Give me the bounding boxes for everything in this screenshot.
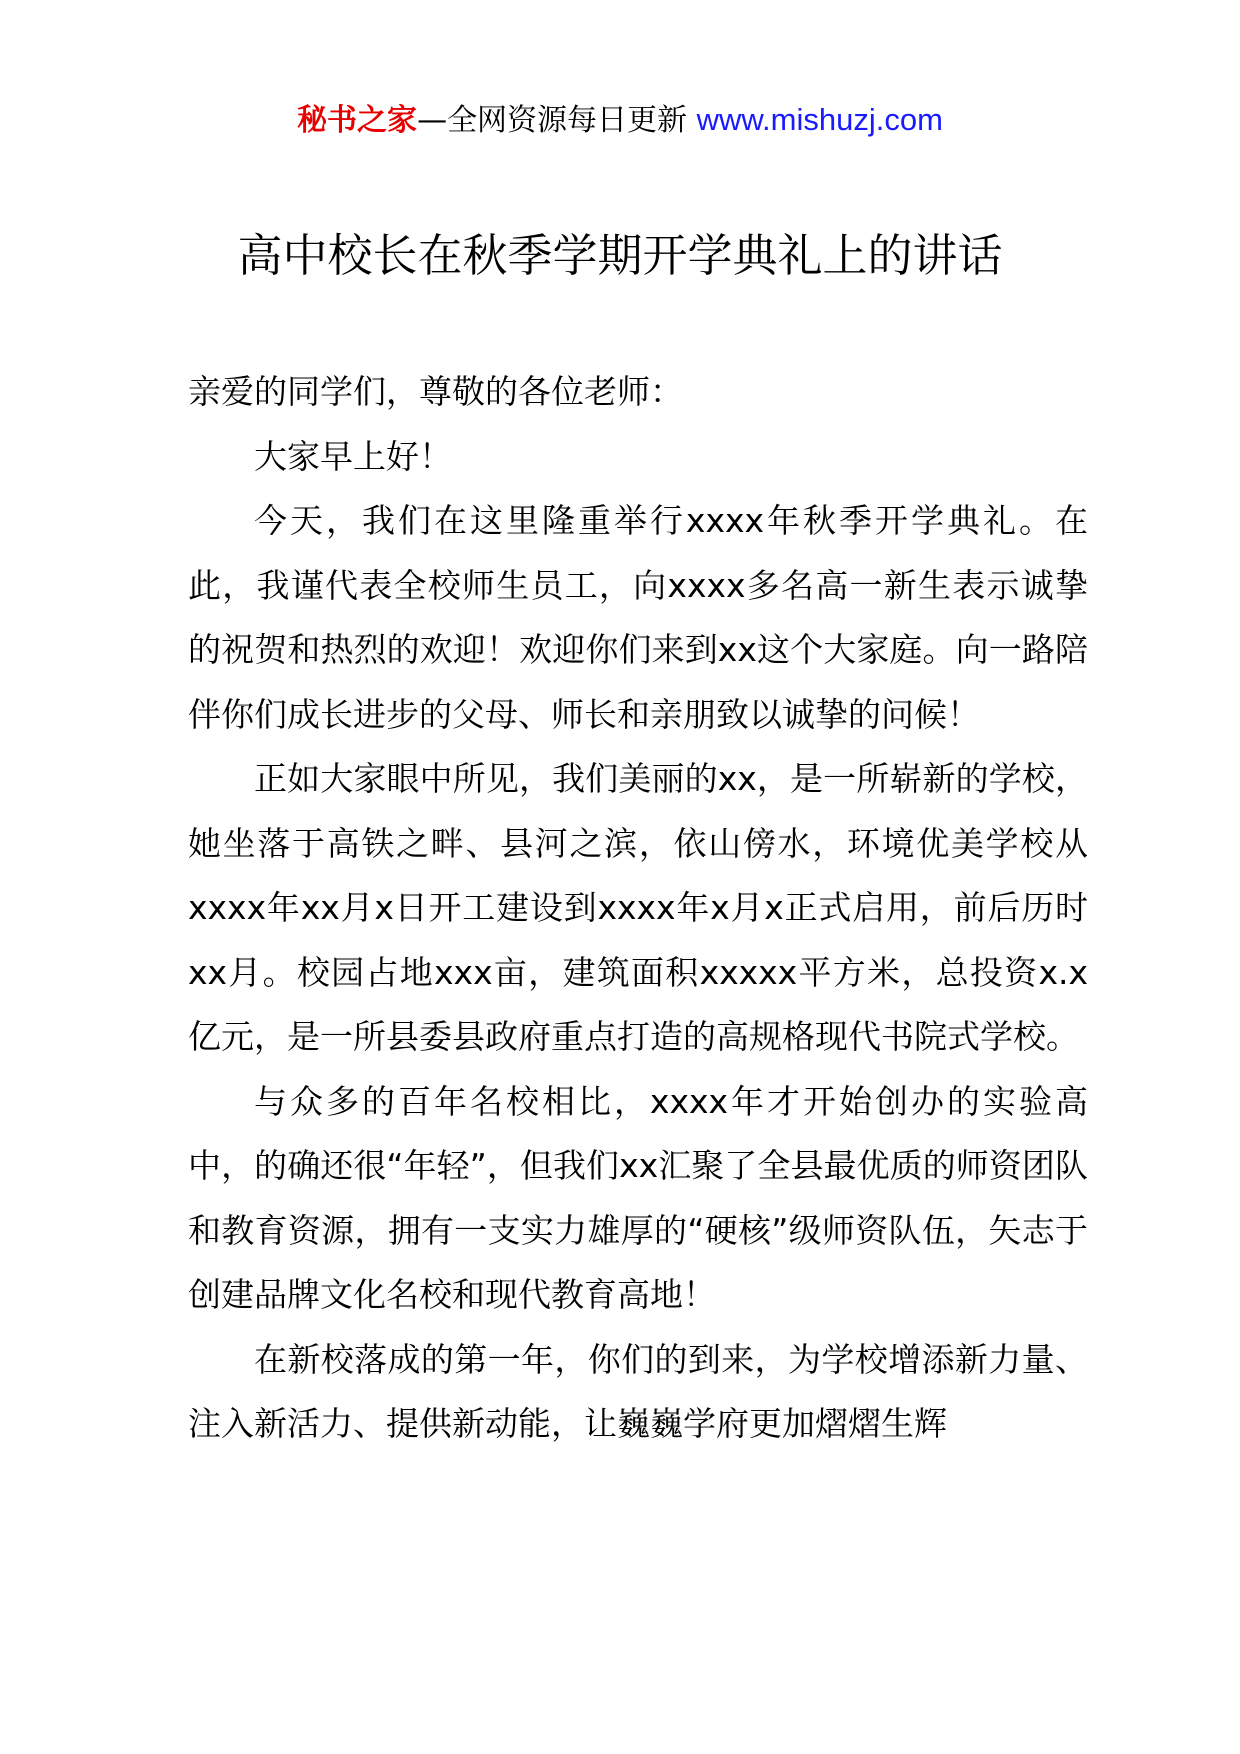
paragraph: 正如大家眼中所见，我们美丽的xx，是一所崭新的学校，她坐落于高铁之畔、县河之滨，依山傍水，环境优美学校从xxxx年xx月x日开工建设到xxxx年x月x正式启用，前后历时xx月。校园占地xxx亩，建筑面积xxxxx平方米，总投资x.x亿元，是一所县委县政府重点打造的高规格现代书院式学校。 <box>188 759 1088 1056</box>
document-title: 高中校长在秋季学期开学典礼上的讲话 <box>237 229 1003 282</box>
salutation: 亲爱的同学们，尊敬的各位老师： <box>188 372 683 411</box>
site-header <box>0 100 1240 141</box>
document-body <box>188 360 1088 1457</box>
paragraph: 与众多的百年名校相比，xxxx年才开始创办的实验高中，的确还很“年轻”，但我们xx汇聚了全县最优质的师资团队和教育资源，拥有一支实力雄厚的“硬核”级师资队伍，矢志于创建品牌文化名校和现代教育高地！ <box>188 1081 1088 1314</box>
site-url-link[interactable]: www.mishuzj.com <box>696 102 943 137</box>
paragraph: 在新校落成的第一年，你们的到来，为学校增添新力量、注入新活力、提供新动能，让巍巍学府更加熠熠生辉 <box>188 1339 1088 1443</box>
site-brand: 秘书之家 <box>297 103 418 138</box>
site-slogan: —全网资源每日更新 <box>417 103 688 138</box>
paragraph: 大家早上好！ <box>254 436 452 476</box>
paragraph: 今天，我们在这里隆重举行xxxx年秋季开学典礼。在此，我谨代表全校师生员工，向xxxx多名高一新生表示诚挚的祝贺和热烈的欢迎！欢迎你们来到xx这个大家庭。向一路陪伴你们成长进步的父母、师长和亲朋致以诚挚的问候！ <box>188 501 1088 734</box>
